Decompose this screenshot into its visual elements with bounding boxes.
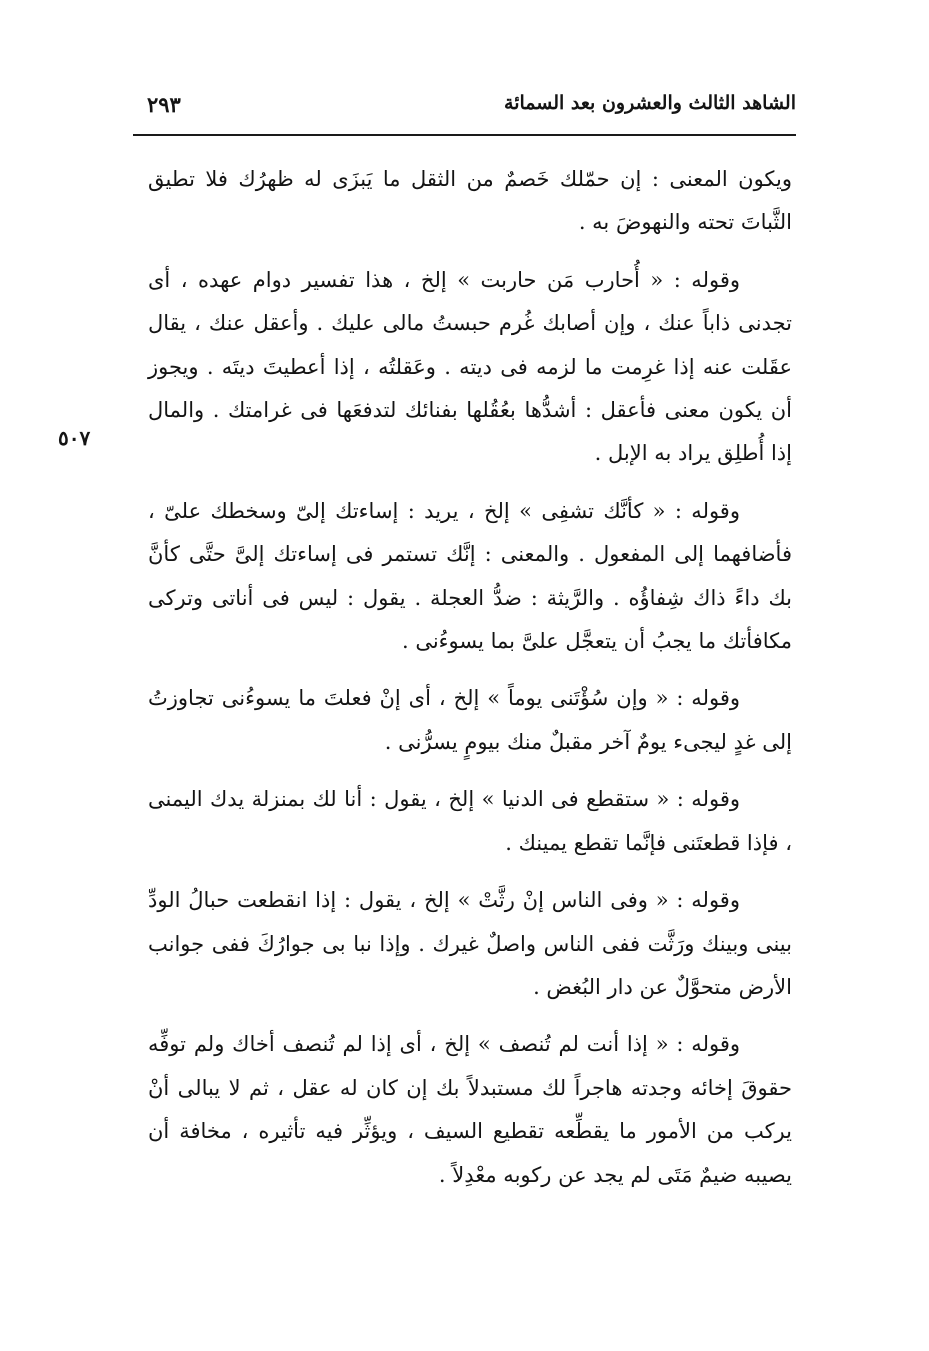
running-title: الشاهد الثالث والعشرون بعد السمائة [504,92,796,114]
body-text [148,158,792,1211]
header-rule [133,134,796,136]
margin-reference-number: ٥٠٧ [58,426,91,450]
paragraph-7: وقوله : « إذا أنت لم تُنصف » إلخ ، أى إذا لم تُنصف أخاك ولم توفِّه حقوقَ إخائه وجدته هاجراً لك مستبدلاً بك إن كان له عقل ، ثم لا يبالى أنْ يركب من الأمور ما يقطِّعه تقطيع السيف ، ويؤثِّر فيه تأثيره ، مخافة أن يصيبه ضيمٌ مَتَى لم يجد عن ركوبه معْدِلاً . [148,1032,792,1187]
paragraph-5: وقوله : « ستقطع فى الدنيا » إلخ ، يقول : أنا لك بمنزلة يدك اليمنى ، فإذا قطعتَنى فإنَّما تقطع يمينك . [148,787,792,855]
page-number: ٢٩٣ [147,92,181,117]
paragraph-4: وقوله : « وإن سُؤْتَنى يوماً » إلخ ، أى إنْ فعلتَ ما يسوءُنى تجاوزتُ إلى غدٍ ليجىء يومٌ آخر مقبلٌ منك بيومٍ يسرُّنى . [148,686,792,754]
paragraph-3: وقوله : « كأنَّك تشفِى » إلخ ، يريد : إساءتك إلىّ وسخطك علىّ ، فأضافهما إلى المفعول . والمعنى : إنَّك تستمر فى إساءتك إلىَّ حتَّى كأنَّ بك داءً ذاك شِفاؤُه . والرَّيثة : ضدُّ العجلة . يقول : ليس فى أناتى وتركى مكافأتك ما يجبُ أن يتعجَّل علىَّ بما يسوءُنى . [148,498,792,654]
page-header [133,92,796,130]
paragraph-2: وقوله : « أُحارب مَن حاربت » إلخ ، هذا تفسير دوام عهده ، أى تجدنى ذاباً عنك ، وإن أصابك غُرم حبستُ مالى عليك . وأعقل عنك ، يقال عقَلت عنه إذا غرِمت ما لزمه فى ديته . وعَقلتُه ، إذا أعطيتَ ديتَه . ويجوز أن يكون معنى فأعقل : أشدُّها بعُقُلها بفنائك لتدفعَها فى غرامتك . والمال إذا أُطلِق يراد به الإبل . [148,267,792,466]
paragraph-1: ويكون المعنى : إن حمّلك خَصمٌ من الثقل ما يَبزَى له ظهرُك فلا تطيق الثَّباتَ تحته والنهوضَ به . [148,167,792,235]
paragraph-6: وقوله : « وفى الناس إنْ رثَّتْ » إلخ ، يقول : إذا انقطعت حبالُ الودِّ بينى وبينك ورَثَّت ففى الناس واصلٌ غيرك . وإذا نبا بى جوارُكَ ففى جوانب الأرض متحوَّلٌ عن دار البُغض . [148,888,792,999]
